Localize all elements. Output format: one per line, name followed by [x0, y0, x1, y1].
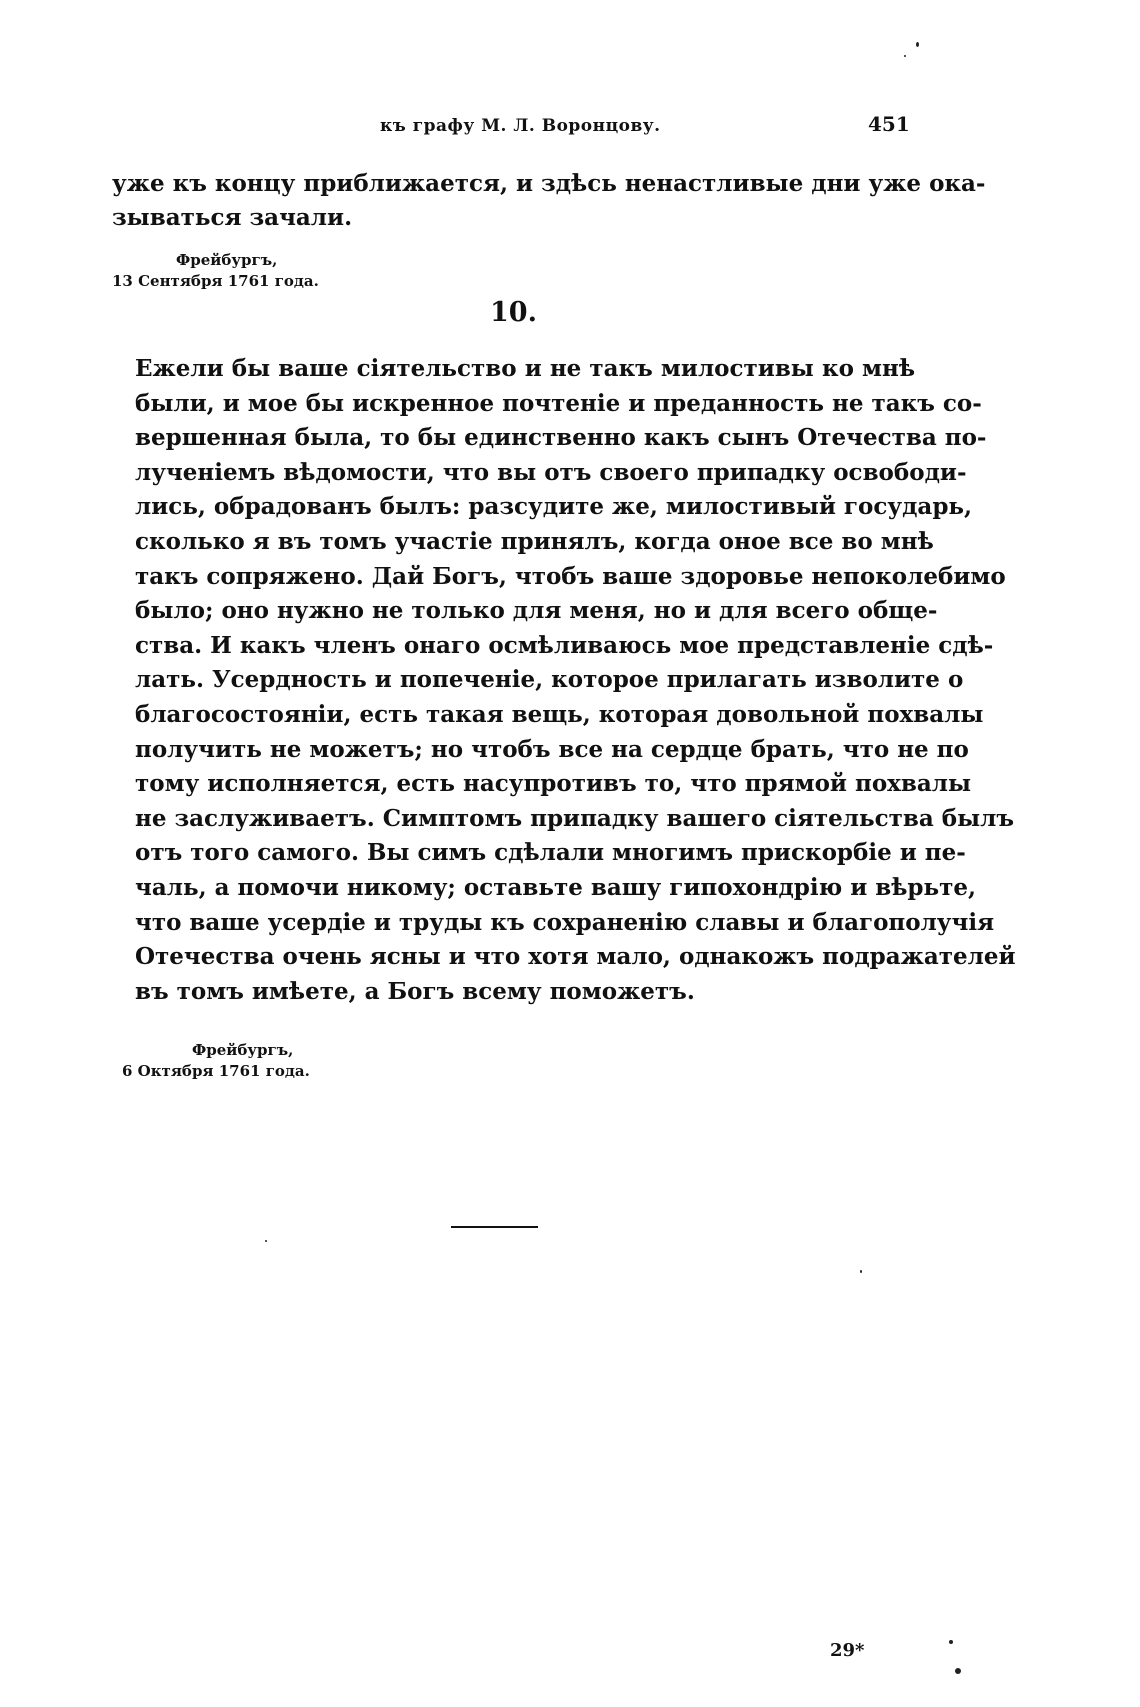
closing-signature-1	[112, 250, 319, 292]
continuation-paragraph	[112, 167, 986, 235]
text-line: были, и мое бы искренное почтеніе и преданность не такъ со-	[135, 389, 982, 417]
running-title: къ графу М. Л. Воронцову.	[380, 116, 661, 136]
scan-speck	[904, 55, 906, 57]
text-line: Отечества очень ясны и что хотя мало, однакожъ подражателей	[135, 943, 1016, 971]
scan-speck	[916, 42, 919, 47]
text-line: лученіемъ вѣдомости, что вы отъ своего припадку освободи-	[135, 458, 967, 486]
text-line: Ежели бы ваше сіятельство и не такъ милостивы ко мнѣ	[135, 355, 915, 382]
text-line: лать. Усердность и попеченіе, которое прилагать изволите о	[135, 666, 964, 694]
section-divider-rule	[451, 1226, 538, 1228]
text-line: было; оно нужно не только для меня, но и для всего обще-	[135, 597, 938, 625]
closing-signature-2	[122, 1040, 310, 1082]
text-line: лись, обрадованъ былъ: разсудите же, милостивый государь,	[135, 493, 973, 521]
scan-speck	[265, 1240, 267, 1242]
signature-date: 13 Сентября 1761 года.	[112, 272, 319, 290]
text-line: отъ того самого. Вы симъ сдѣлали многимъ прискорбіе и пе-	[135, 839, 966, 867]
letter-body	[135, 352, 1016, 1009]
scan-speck	[955, 1668, 961, 1674]
text-line: ства. И какъ членъ онаго осмѣливаюсь мое представленіе сдѣ-	[135, 631, 994, 659]
scan-speck	[949, 1640, 953, 1644]
page-number: 451	[868, 112, 910, 136]
signature-place: Фрейбургъ,	[192, 1041, 294, 1059]
text-line: тому исполняется, есть насупротивъ то, что прямой похвалы	[135, 770, 972, 798]
letter-number: 10.	[490, 297, 537, 328]
text-line: не заслуживаетъ. Симптомъ припадку вашего сіятельства былъ	[135, 804, 1015, 832]
text-line: вершенная была, то бы единственно какъ сынъ Отечества по-	[135, 424, 987, 452]
text-line: получить не можетъ; но чтобъ все на сердце брать, что не по	[135, 735, 969, 763]
text-line: такъ сопряжено. Дай Богъ, чтобъ ваше здоровье непоколебимо	[135, 562, 1006, 590]
text-line: уже къ концу приближается, и здѣсь ненастливые дни уже ока-	[112, 170, 986, 197]
text-line: что ваше усердіе и труды къ сохраненію славы и благополучія	[135, 908, 995, 936]
text-line: чаль, а помочи никому; оставьте вашу гипохондрію и вѣрьте,	[135, 873, 977, 901]
text-line: зываться зачали.	[112, 204, 353, 231]
text-line: въ томъ имѣете, а Богъ всему поможетъ.	[135, 977, 695, 1005]
text-line: благосостояніи, есть такая вещь, которая довольной похвалы	[135, 700, 984, 728]
signature-place: Фрейбургъ,	[176, 251, 278, 269]
text-line: сколько я въ томъ участіе принялъ, когда оное все во мнѣ	[135, 527, 934, 555]
scan-speck	[860, 1270, 862, 1273]
printers-signature-mark: 29*	[830, 1640, 865, 1661]
signature-date: 6 Октября 1761 года.	[122, 1062, 310, 1080]
